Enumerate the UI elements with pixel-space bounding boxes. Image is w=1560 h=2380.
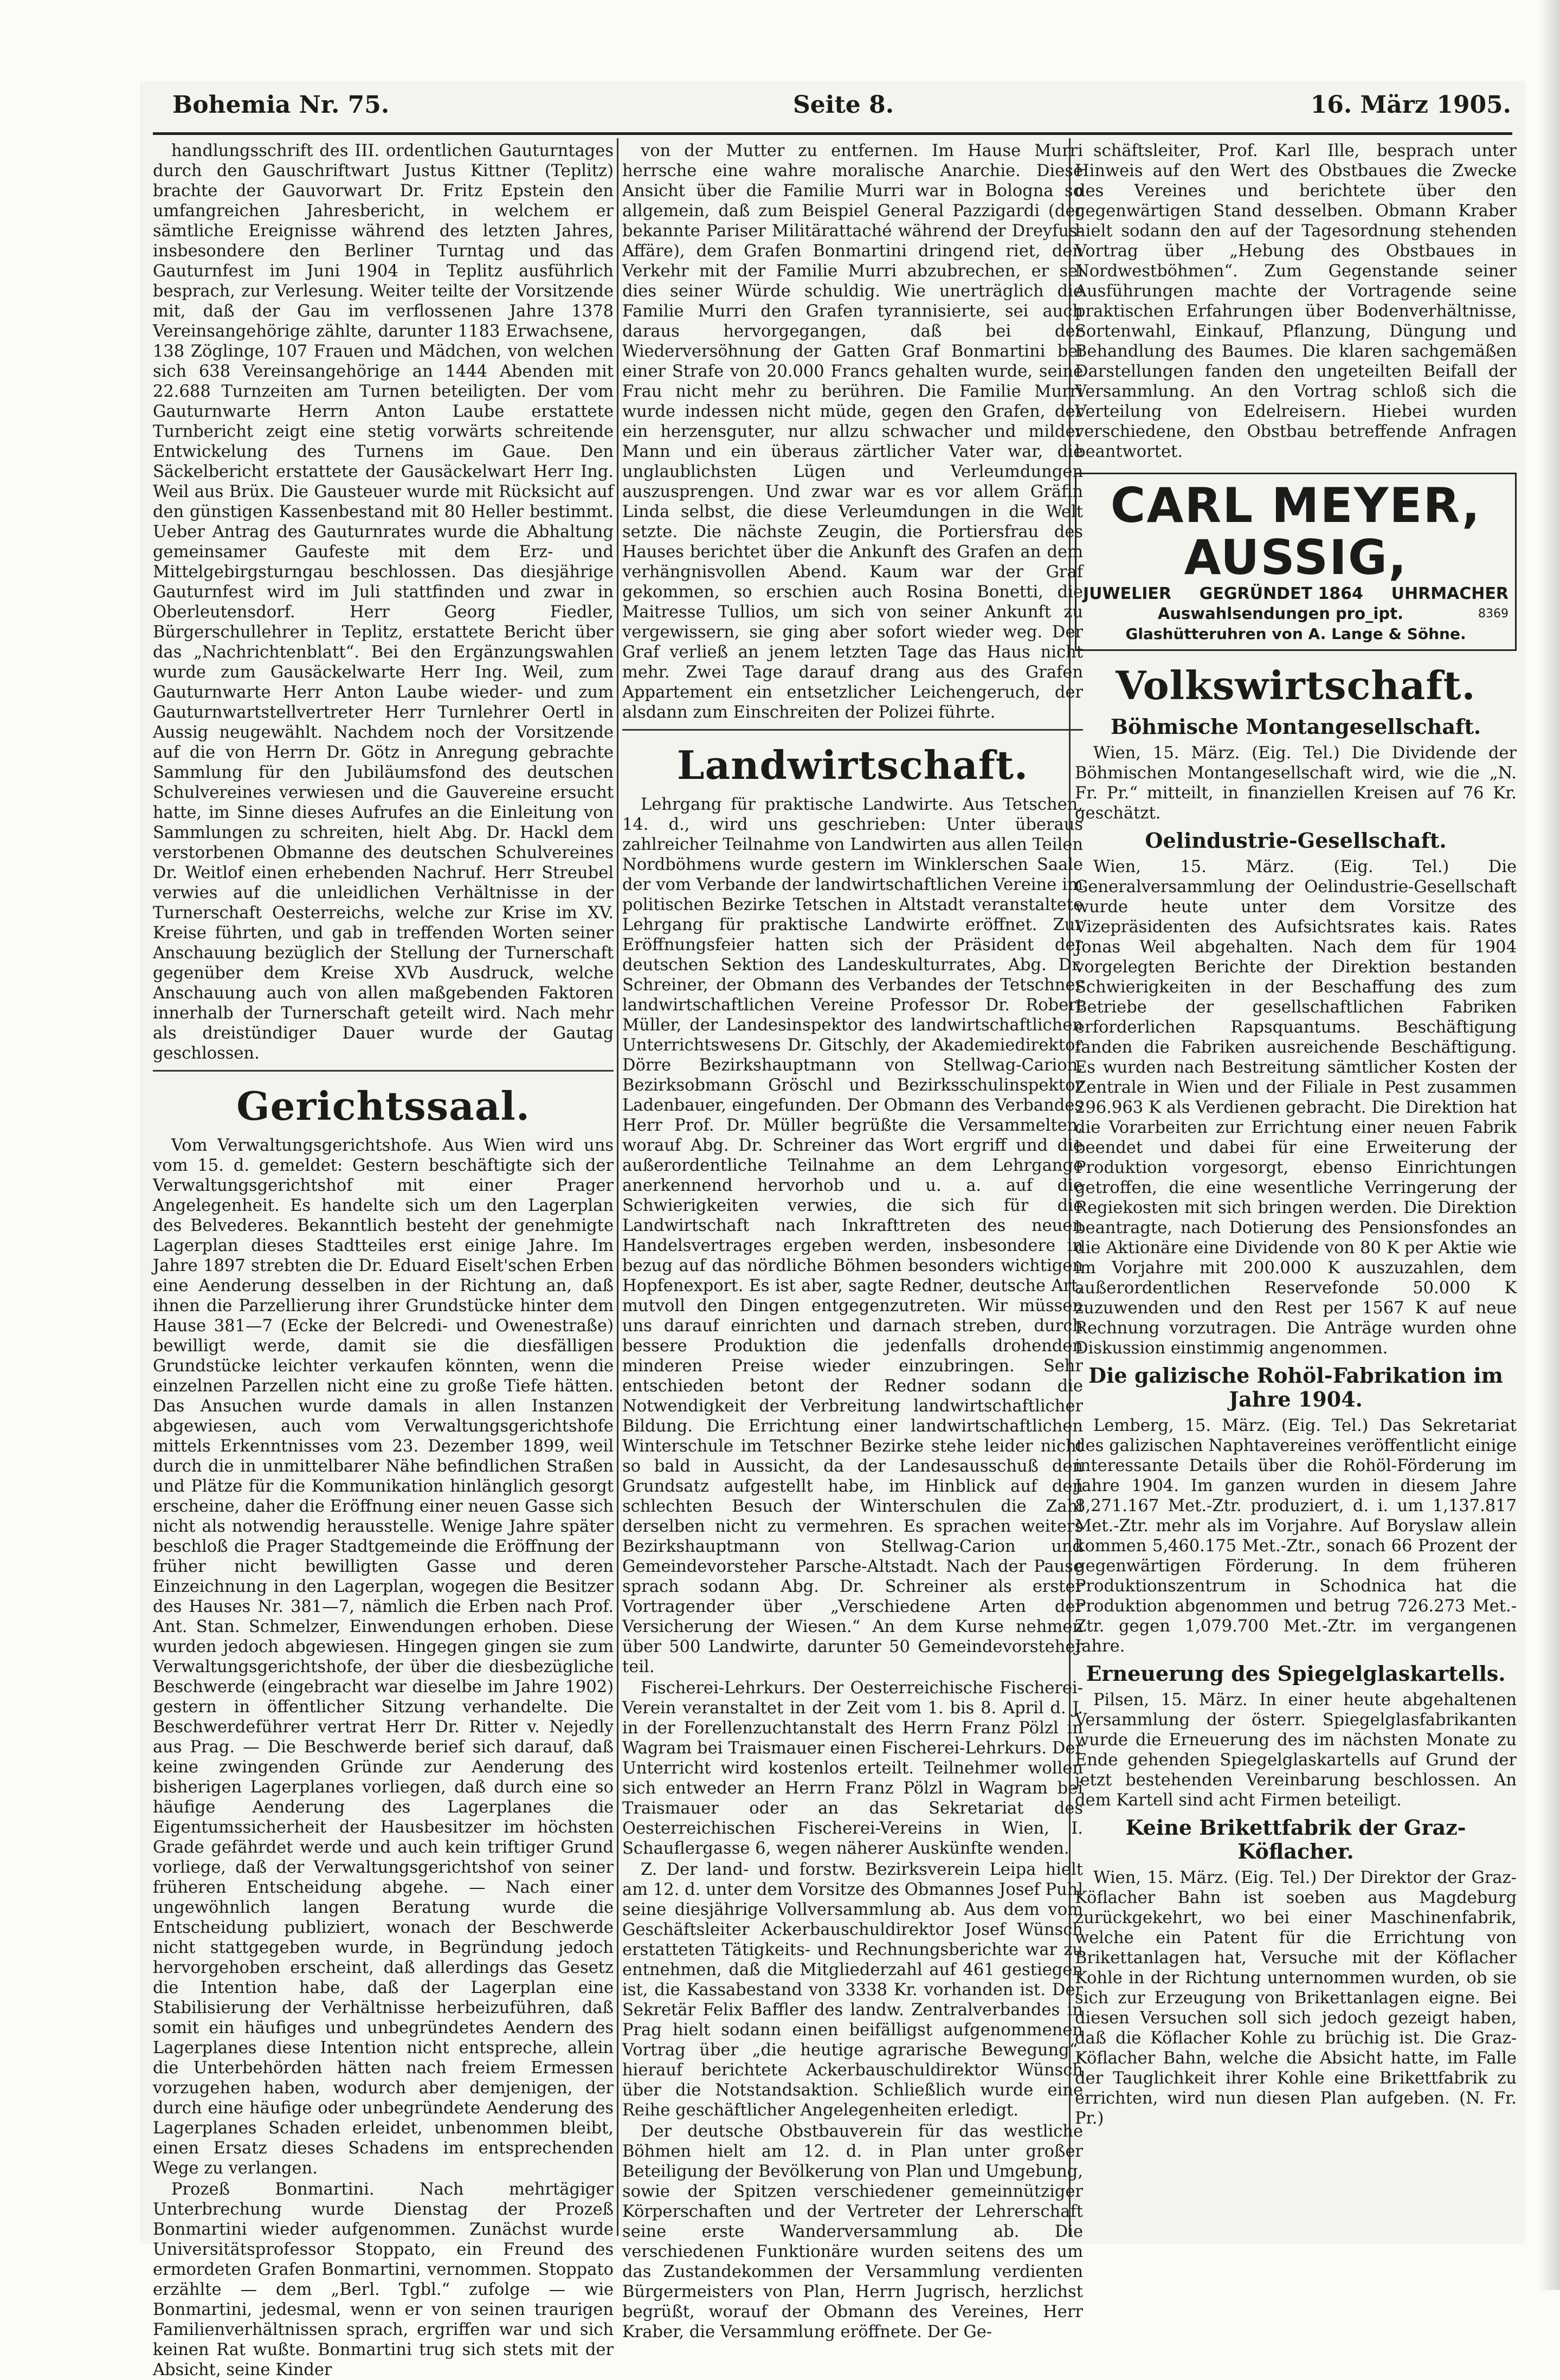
section-heading-landwirtschaft: Landwirtschaft. bbox=[676, 742, 1029, 788]
ad-line-4: Glashütteruhren von A. Lange & Söhne. bbox=[1125, 625, 1466, 643]
article-obstbau-cont: schäftsleiter, Prof. Karl Ille, besprach unter Hinweis auf den Wert des Obstbaues die Zwecke des Vereines und berichtete über den gegenwärtigen Stand desselben. Obmann Kraber hielt sodann den auf der Tagesordnung stehenden Vortrag über „Hebung des Obstbaues in Nordwestböhmen“. Zum Gegenstande seiner Ausführungen machte der Vortragende seine praktischen Erfahrungen über Bodenverhältnisse, Sortenwahl, Einkauf, Pflanzung, Düngung und Behandlung des Baumes. Die klaren sachgemäßen Darstellungen fanden den ungeteilten Beifall der Versammlung. An den Vortrag schloß sich die Verteilung von Edelreisern. Hiebei wurden verschiedene, den Obstbau betreffende Anfragen beantwortet. bbox=[1075, 141, 1517, 461]
masthead-issue: Bohemia Nr. 75. bbox=[172, 91, 390, 119]
ad-code: 8369 bbox=[1478, 607, 1509, 621]
ad-middle: GEGRÜNDET 1864 bbox=[1199, 584, 1363, 603]
subheading-rohoel: Die galizische Rohöl-Fabrikation im Jahre 1904. bbox=[1088, 1363, 1503, 1411]
article-oelindustrie: Wien, 15. März. (Eig. Tel.) Die Generalversammlung der Oelindustrie-Gesellschaft wurde heute unter dem Vorsitze des Vizepräsidenten des Aufsichtsrates kais. Rates Jonas Weil abgehalten. Nach dem für 1904 vorgelegten Berichte der Direktion bestanden Schwierigkeiten in der Beschaffung des zum Betriebe der gesellschaftlichen Fabriken erforderlichen Rapsquantums. Beschäftigung fanden die Fabriken ausreichende Beschäftigung. Es wurden nach Bestreitung sämtlicher Kosten der Zentrale in Wien und der Filiale in Pest zusammen 296.963 K als Verdienen gebracht. Die Direktion hat die Vorarbeiten zur Errichtung einer neuen Fabrik beendet und dabei für eine Erweiterung der Produktion vorgesorgt, ebenso Einrichtungen getroffen, die eine wesentliche Verringerung der Regiekosten mit sich bringen werden. Die Direktion beantragte, nach Dotierung des Pensionsfondes an die Aktionäre eine Dividende von 80 K per Aktie wie im Vorjahre mit 200.000 K auszuzahlen, dem außerordentlichen Reservefonde 50.000 K zuzuwenden und den Rest per 1567 K auf neue Rechnung vorzutragen. Die Anträge wurden ohne Diskussion einstimmig angenommen. bbox=[1075, 857, 1517, 1358]
column-divider-1 bbox=[617, 138, 618, 2236]
article-prozess-bonmartini: Prozeß Bonmartini. Nach mehrtägiger Unterbrechung wurde Dienstag der Prozeß Bonmartini wieder aufgenommen. Zunächst wurde Universitätsprofessor Stoppato, ein Freund des ermordeten Grafen Bonmartini, vernommen. Stoppato erzählte — dem „Berl. Tgbl.“ zufolge — wie Bonmartini, jedesmal, wenn er von seinen traurigen Familienverhältnissen sprach, ergriffen war und sich keinen Rat wußte. Bonmartini trug sich stets mit der Absicht, seine Kinder bbox=[153, 2180, 614, 2379]
article-verwaltungsgerichtshof: Vom Verwaltungsgerichtshofe. Aus Wien wird uns vom 15. d. gemeldet: Gestern beschäftigte sich der Verwaltungsgerichtshof mit einer Prager Angelegenheit. Es handelte sich um den Lagerplan des Belvederes. Bekanntlich besteht der genehmigte Lagerplan dieses Stadtteiles erst einige Jahre. Im Jahre 1897 strebten die Dr. Eduard Eiselt'schen Erben eine Aenderung desselben in der Richtung an, daß ihnen die Parzellierung ihrer Grundstücke hinter dem Hause 381—7 (Ecke der Belcredi- und Owenestraße) bewilligt werde, damit sie die diesfälligen Grundstücke leichter verkaufen könnten, wenn die einzelnen Parzellen nicht eine zu große Tiefe hätten. Das Ansuchen wurde damals in allen Instanzen abgewiesen, auch vom Verwaltungsgerichtshofe mittels Erkenntnisses vom 23. Dezember 1899, weil durch die in unmittelbarer Nähe befindlichen Straßen und Plätze für die Kommunikation hinlänglich gesorgt erscheine, daher die Eröffnung einer neuen Gasse sich nicht als notwendig herausstelle. Wenige Jahre später beschloß die Prager Stadtgemeinde die Eröffnung der früher nicht bewilligten Gasse und deren Einzeichnung in den Lagerplan, wogegen die Besitzer des Hauses Nr. 381—7, nämlich die Erben nach Prof. Ant. Stan. Schmelzer, Einwendungen erhoben. Diese wurden jedoch abgewiesen. Hingegen gingen sie zum Verwaltungsgerichtshofe, der über die diesbezügliche Beschwerde (eingebracht war dieselbe im Jahre 1902) gestern in öffentlicher Sitzung verhandelte. Die Beschwerdeführer vertrat Herr Dr. Ritter v. Nejedly aus Prag. — Die Beschwerde berief sich darauf, daß keine zwingenden Gründe zur Aenderung des bisherigen Lagerplanes vorliegen, daß durch eine so häufige Aenderung des Lagerplanes die Eigentumssicherheit der Hausbesitzer im höchsten Grade gefährdet werde und auch kein triftiger Grund vorliege, daß der Verwaltungsgerichtshof von seiner früheren Entscheidung abgehe. — Nach einer ungewöhnlich langen Beratung wurde die Entscheidung publiziert, wonach der Beschwerde nicht stattgegeben wurde, in Begründung jedoch hervorgehoben erscheint, daß allerdings das Gesetz die Intention habe, daß der Lagerplan eine Stabilisierung der Verhältnisse herbeizuführen, daß somit ein häufiges und unbegründetes Aendern des Lagerplanes diese Intention nicht entspreche, allein die Unterbehörden hätten nach freiem Ermessen vorzugehen haben, wodurch aber demjenigen, der durch eine häufige oder unbegründete Aenderung des Lagerplanes Schaden erleidet, unbenommen bleibt, einen Ersatz dieses Schadens im entsprechenden Wege zu verlangen. bbox=[153, 1136, 614, 2178]
ad-subline bbox=[1083, 584, 1509, 604]
article-lehrgang: Lehrgang für praktische Landwirte. Aus Tetschen, 14. d., wird uns geschrieben: Unter überaus zahlreicher Teilnahme von Landwirten aus allen Teilen Nordböhmens wurde gestern im Winklerschen Saale der vom Verbande der landwirtschaftlichen Vereine im politischen Bezirke Tetschen in Altstadt veranstaltete Lehrgang für praktische Landwirte eröffnet. Zur Eröffnungsfeier hatten sich der Präsident der deutschen Sektion des Landeskulturrates, Abg. Dr. Schreiner, der Obmann des Verbandes der Tetschner landwirtschaftlichen Vereine Professor Dr. Robert Müller, der Landesinspektor des landwirtschaftlichen Unterrichtswesens Dr. Gitschly, der Akademiedirektor Dörre Bezirkshauptmann von Stellwag-Carion, Bezirksobmann Gröschl und Bezirksschulinspektor Ladenbauer, eingefunden. Der Obmann des Verbandes Herr Prof. Dr. Müller begrüßte die Versammelten, worauf Abg. Dr. Schreiner das Wort ergriff und die außerordentliche Teilnahme an dem Lehrgange anerkennend hervorhob und u. a. auf die Schwierigkeiten verwies, die sich für die Landwirtschaft nach Inkrafttreten des neuen Handelsvertrages ergeben werden, insbesondere in bezug auf das nördliche Böhmen besonders wichtigen Hopfenexport. Es ist aber, sagte Redner, deutsche Art, mutvoll den Dingen entgegenzutreten. Wir müssen uns darauf einrichten und darnach streben, durch bessere Produktion die jedenfalls drohenden minderen Preise wieder einzubringen. Sehr entschieden betont der Redner sodann die Notwendigkeit der Verbreitung landwirtschaftlicher Bildung. Die Errichtung einer landwirtschaftlichen Winterschule im Tetschner Bezirke stehe leider nicht so bald in Aussicht, da der Landesausschuß den Grundsatz aufgestellt habe, im Hinblick auf den schlechten Besuch der Winterschulen die Zahl derselben nicht zu vermehren. Es sprachen weiters Bezirkshauptmann von Stellwag-Carion und Gemeindevorsteher Parsche-Altstadt. Nach der Pause sprach sodann Abg. Dr. Schreiner als erster Vortragender über „Verschiedene Arten der Versicherung der Wiesen.“ An dem Kurse nehmen über 500 Landwirte, darunter 50 Gemeindevorsteher teil. bbox=[622, 795, 1083, 1676]
header-rule bbox=[153, 132, 1512, 135]
section-heading-volkswirtschaft: Volkswirtschaft. bbox=[1116, 662, 1476, 708]
ad-company-name: CARL MEYER, AUSSIG, bbox=[1110, 478, 1481, 585]
column-1 bbox=[153, 141, 614, 2379]
article-spiegelglas: Pilsen, 15. März. In einer heute abgehaltenen Versammlung der österr. Spiegelglasfabrikanten wurde die Erneuerung des im nächsten Monate zu Ende gehenden Spiegelglaskartells auf Grund der jetzt bestehenden Vereinbarung beschlossen. An dem Kartell sind acht Firmen beteiligt. bbox=[1075, 1691, 1517, 1810]
issue-date: 16. März 1905. bbox=[1310, 91, 1511, 119]
page-edge-shadow bbox=[1538, 0, 1560, 2290]
article-rohoel: Lemberg, 15. März. (Eig. Tel.) Das Sekretariat des galizischen Naphtavereines veröffentlicht einige interessante Details über die Rohöl-Förderung im Jahre 1904. Im ganzen wurden in diesem Jahre 8,271.167 Met.-Ztr. produziert, d. i. um 1,137.817 Met.-Ztr. mehr als im Vorjahre. Auf Boryslaw allein kommen 5,460.175 Met.-Ztr., sonach 66 Prozent der gegenwärtigen Förderung. In dem früheren Produktionszentrum in Schodnica hat die Produktion abgenommen und betrug 726.273 Met.-Ztr. gegen 1,079.700 Met.-Ztr. im vergangenen Jahre. bbox=[1075, 1416, 1517, 1656]
section-heading-gerichtssaal: Gerichtssaal. bbox=[236, 1083, 530, 1129]
subheading-montangesellschaft: Böhmische Montangesellschaft. bbox=[1110, 714, 1481, 739]
column-2 bbox=[622, 141, 1083, 2342]
page-number: Seite 8. bbox=[793, 91, 894, 119]
column-3 bbox=[1075, 141, 1517, 2233]
ad-right: UHRMACHER bbox=[1391, 584, 1509, 603]
section-rule bbox=[153, 1070, 614, 1072]
ad-left: JUWELIER bbox=[1083, 584, 1171, 603]
article-brikettfabrik: Wien, 15. März. (Eig. Tel.) Der Direktor der Graz-Köflacher Bahn ist soeben aus Magdeburg zurückgekehrt, wo bei einer Maschinenfabrik, welche ein Patent für die Errichtung von Brikettanlagen hat, Versuche mit der Köflacher Kohle in der Richtung unternommen wurden, ob sie sich zur Erzeugung von Brikettanlagen eigne. Bei diesen Versuchen soll sich jedoch gezeigt haben, daß die Köflacher Kohle zu brüchig ist. Die Graz-Köflacher Bahn, welche die Absicht hatte, im Falle der Tauglichkeit ihrer Kohle eine Brikettfabrik zu errichten, wird nun diesen Plan aufgeben. (N. Fr. Pr.) bbox=[1075, 1868, 1517, 2128]
subheading-oelindustrie: Oelindustrie-Gesellschaft. bbox=[1145, 828, 1447, 853]
subheading-spiegelglas: Erneuerung des Spiegelglaskartells. bbox=[1086, 1661, 1506, 1686]
ad-line-3-text: Auswahlsendungen pro_ipt. bbox=[1157, 604, 1404, 623]
article-fischerei: Fischerei-Lehrkurs. Der Oesterreichische Fischerei-Verein veranstaltet in der Zeit vom 1. bis 8. April d. J. in der Forellenzuchtanstalt des Herrn Franz Pölzl in Wagram bei Traismauer einen Fischerei-Lehrkurs. Der Unterricht wird kostenlos erteilt. Teilnehmer wollen sich entweder an Herrn Franz Pölzl in Wagram bei Traismauer oder an das Sekretariat des Oesterreichischen Fischerei-Vereins in Wien, I. Schauflergasse 6, wegen näherer Auskünfte wenden. bbox=[622, 1679, 1083, 1858]
article-obstbauverein: Der deutsche Obstbauverein für das westliche Böhmen hielt am 12. d. in Plan unter großer Beteiligung der Bevölkerung von Plan und Umgebung, sowie der Spitzen verschiedener gemeinnütziger Körperschaften und der Vertreter der Lehrerschaft seine erste Wanderversammlung ab. Die verschiedenen Funktionäre wurden seitens des um das Zustandekommen der Versammlung verdienten Bürgermeisters von Plan, Herrn Jugrisch, herzlichst begrüßt, worauf der Obmann des Vereines, Herr Kraber, die Versammlung eröffnete. Der Ge- bbox=[622, 2122, 1083, 2342]
article-bezirksverein-leipa: Z. Der land- und forstw. Bezirksverein Leipa hielt am 12. d. unter dem Vorsitze des Obmannes Josef Puhl seine diesjährige Vollversammlung ab. Aus dem vom Geschäftsleiter Ackerbauschuldirektor Josef Wünsch erstatteten Tätigkeits- und Rechnungsberichte war zu entnehmen, daß die Mitgliederzahl auf 461 gestiegen ist, die Kassabestand von 3338 Kr. vorhanden ist. Der Sekretär Felix Baffler des landw. Zentralverbandes in Prag hielt sodann einen beifälligst aufgenommenen Vortrag über „die heutige agrarische Bewegung“, hierauf berichtete Ackerbauschuldirektor Wünsch über die Notstandsaktion. Schließlich wurde eine Reihe geschäftlicher Angelegenheiten erledigt. bbox=[622, 1860, 1083, 2120]
subheading-brikettfabrik: Keine Brikettfabrik der Graz-Köflacher. bbox=[1125, 1815, 1466, 1863]
page-header bbox=[172, 91, 1511, 129]
section-rule bbox=[622, 729, 1083, 731]
advertisement-carl-meyer bbox=[1075, 473, 1517, 651]
ad-line-3 bbox=[1083, 604, 1509, 624]
article-gautag: handlungsschrift des III. ordentlichen Gauturntages durch den Gauschriftwart Justus Kittner (Teplitz) brachte der Gauvorwart Dr. Fritz Epstein den umfangreichen Jahresbericht, in welchem er sämtliche Ereignisse während des letzten Jahres, insbesondere den Berliner Turntag und das Gauturnfest im Juni 1904 in Teplitz ausführlich besprach, zur Verlesung. Weiter teilte der Vorsitzende mit, daß der Gau im verflossenen Jahre 1378 Vereinsangehörige zählte, darunter 1183 Erwachsene, 138 Zöglinge, 107 Frauen und Mädchen, von welchen sich 638 Vereinsangehörige an 1444 Abenden mit 22.688 Turnzeiten am Turnen beteiligten. Der vom Gauturnwarte Herrn Anton Laube erstattete Turnbericht zeigt eine stetig vorwärts schreitende Entwickelung des Turnens im Gaue. Den Säckelbericht erstattete der Gausäckelwart Herr Ing. Weil aus Brüx. Die Gausteuer wurde mit Rücksicht auf den günstigen Kassenbestand mit 80 Heller bestimmt. Ueber Antrag des Gauturnrates wurde die Abhaltung gemeinsamer Gaufeste mit dem Erz- und Mittelgebirgsturngau beschlossen. Das diesjährige Gauturnfest wird im Juli stattfinden und zwar in Oberleutensdorf. Herr Georg Fiedler, Bürgerschullehrer in Teplitz, erstattete Bericht über das „Nachrichtenblatt“. Bei den Ergänzungswahlen wurde zum Gausäckelwarte Herr Ing. Weil, zum Gauturnwarte Herr Anton Laube wieder- und zum Gauturnwartstellvertreter Herr Turnlehrer Oertl in Aussig neugewählt. Nachdem noch der Vorsitzende auf die von Herrn Dr. Götz in Anregung gebrachte Sammlung für den Jubiläumsfond des deutschen Schulvereines verwiesen und die Gauvereine ersucht hatte, im Sinne dieses Aufrufes an die Einleitung von Sammlungen zu schreiten, hielt Abg. Dr. Hackl dem verstorbenen Obmanne des deutschen Schulvereines Dr. Weitlof einen erhebenden Nachruf. Herr Streubel verwies auf die unleidlichen Verhältnisse in der Turnerschaft Oesterreichs, welche zur Krise im XV. Kreise führten, und gab in treffenden Worten seiner Anschauung bezüglich der Stellung der Turnerschaft gegenüber dem Kreise XVb Ausdruck, welche Anschauung auch von allen maßgebenden Faktoren innerhalb der Turnerschaft geteilt wird. Nach mehr als dreistündiger Dauer wurde der Gautag geschlossen. bbox=[153, 141, 614, 1063]
article-montangesellschaft: Wien, 15. März. (Eig. Tel.) Die Dividende der Böhmischen Montangesellschaft wird, wie die „N. Fr. Pr.“ mitteilt, in finanziellen Kreisen auf 76 Kr. geschätzt. bbox=[1075, 744, 1517, 823]
article-bonmartini-cont: von der Mutter zu entfernen. Im Hause Murri herrsche eine wahre moralische Anarchie. Diese Ansicht über die Familie Murri war in Bologna so allgemein, daß zum Beispiel General Pazzigardi (der bekannte Pariser Militärattaché während der Dreyfus-Affäre), dem Grafen Bonmartini dringend riet, den Verkehr mit der Familie Murri abzubrechen, er sei dies seiner Würde schuldig. Wie unerträglich die Familie Murri den Grafen tyrannisierte, sei auch daraus hervorgegangen, daß bei der Wiederversöhnung der Gatten Graf Bonmartini bei einer Strafe von 20.000 Francs gehalten wurde, seine Frau nicht mehr zu berühren. Die Familie Murri wurde indessen nicht müde, gegen den Grafen, der ein herzensguter, nur allzu schwacher und milder Mann und ein überaus zärtlicher Vater war, die unglaublichsten Lügen und Verleumdungen auszusprengen. Und zwar war es vor allem Gräfin Linda selbst, die diese Verleumdungen in die Welt setzte. Die nächste Zeugin, die Portiersfrau des Hauses berichtet über die Ankunft des Grafen an dem verhängnisvollen Abend. Kaum war der Graf gekommen, so erschien auch Rosina Bonetti, die Maitresse Tullios, um sich von seiner Ankunft zu vergewissern, sie ging aber sofort wieder weg. Der Graf verließ an jenem letzten Tage das Haus nicht mehr. Zwei Tage darauf drang aus des Grafen Appartement ein entsetzlicher Leichengeruch, der alsdann zum Einschreiten der Polizei führte. bbox=[622, 141, 1083, 722]
